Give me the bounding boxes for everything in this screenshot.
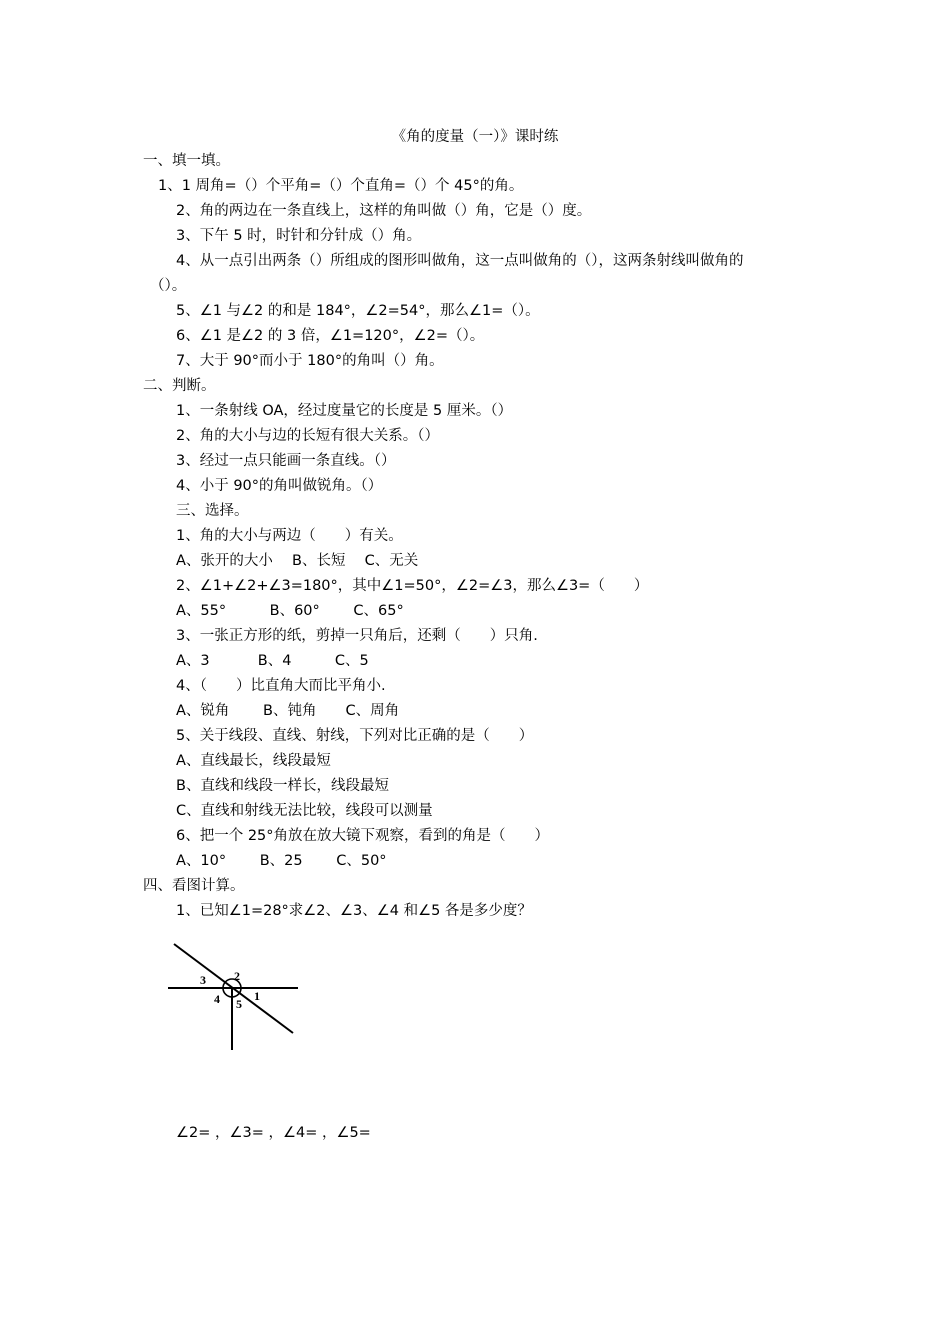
section-calc-heading: 四、看图计算。 [143,878,245,894]
choice-q5-option-b: B、直线和线段一样长，线段最短 [176,778,389,794]
choice-q3-options: A、3 B、4 C、5 [176,653,369,669]
choice-q6: 6、把一个 25°角放在放大镜下观察，看到的角是（ ） [176,828,550,844]
figure-label-5: 5 [236,997,242,1011]
figure-label-2: 2 [234,969,240,983]
figure-label-3: 3 [200,973,206,987]
judge-item-4: 4、小于 90°的角叫做锐角。（） [176,478,383,494]
figure-label-1: 1 [254,989,260,1003]
fill-item-7: 7、大于 90°而小于 180°的角叫（）角。 [176,353,444,369]
angle-figure [162,936,302,1054]
choice-q3: 3、一张正方形的纸，剪掉一只角后，还剩（ ）只角. [176,628,538,644]
fill-item-2: 2、角的两边在一条直线上，这样的角叫做（）角，它是（）度。 [176,203,592,219]
section-judge-heading: 二、判断。 [143,378,216,394]
fill-item-4: 4、从一点引出两条（）所组成的图形叫做角，这一点叫做角的（），这两条射线叫做角的 [176,253,744,269]
choice-q1-options: A、张开的大小 B、长短 C、无关 [176,553,419,569]
choice-q1: 1、角的大小与两边（ ）有关。 [176,528,403,544]
section-choice-heading: 三、选择。 [176,503,249,519]
choice-q4-options: A、锐角 B、钝角 C、周角 [176,703,400,719]
fill-item-4-continued: （）。 [150,278,187,294]
fill-item-3: 3、下午 5 时，时针和分针成（）角。 [176,228,422,244]
choice-q6-options: A、10° B、25 C、50° [176,853,387,869]
figure-label-4: 4 [214,992,220,1006]
judge-item-1: 1、一条射线 OA，经过度量它的长度是 5 厘米。（） [176,403,513,419]
fill-item-6: 6、∠1 是∠2 的 3 倍，∠1=120°，∠2=（）。 [176,328,485,344]
choice-q4: 4、（ ）比直角大而比平角小. [176,678,386,694]
page-title: 《角的度量（一）》课时练 [391,129,559,145]
calc-answer-line: ∠2= ，∠3= ，∠4= ，∠5= [176,1125,371,1141]
choice-q5: 5、关于线段、直线、射线，下列对比正确的是（ ） [176,728,534,744]
choice-q5-option-a: A、直线最长，线段最短 [176,753,331,769]
judge-item-3: 3、经过一点只能画一条直线。（） [176,453,396,469]
fill-item-5: 5、∠1 与∠2 的和是 184°，∠2=54°，那么∠1=（）。 [176,303,540,319]
choice-q5-option-c: C、直线和射线无法比较，线段可以测量 [176,803,433,819]
judge-item-2: 2、角的大小与边的长短有很大关系。（） [176,428,439,444]
choice-q2-options: A、55° B、60° C、65° [176,603,404,619]
choice-q2: 2、∠1+∠2+∠3=180°，其中∠1=50°，∠2=∠3，那么∠3=（ ） [176,578,649,594]
section-fill-heading: 一、填一填。 [143,153,230,169]
fill-item-1: 1、1 周角=（）个平角=（）个直角=（）个 45°的角。 [158,178,524,194]
calc-question-1: 1、已知∠1=28°求∠2、∠3、∠4 和∠5 各是多少度？ [176,903,532,919]
